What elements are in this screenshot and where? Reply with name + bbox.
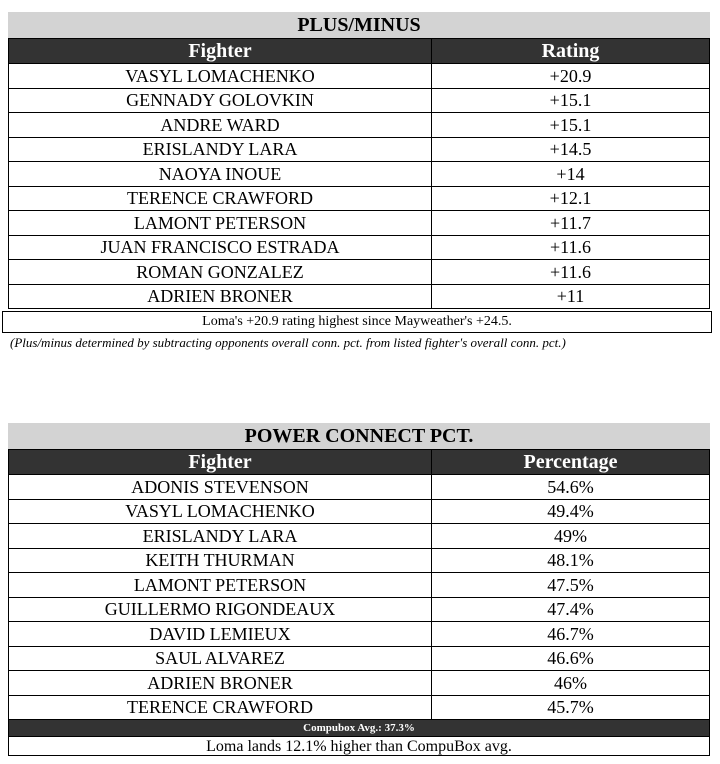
power-connect-table <box>8 449 710 720</box>
table-row <box>9 186 710 211</box>
table-row <box>9 260 710 285</box>
value-cell: 54.6% <box>432 475 710 500</box>
value-cell: 49% <box>432 524 710 549</box>
value-cell: +15.1 <box>432 88 710 113</box>
value-cell: +11 <box>432 284 710 309</box>
value-cell: 46.6% <box>432 646 710 671</box>
plus-minus-table <box>8 38 710 309</box>
power-connect-section <box>8 423 710 756</box>
fighter-name-cell: GUILLERMO RIGONDEAUX <box>9 597 432 622</box>
value-cell: +20.9 <box>432 64 710 89</box>
table-row <box>9 235 710 260</box>
plus-minus-footnote: (Plus/minus determined by subtracting opponents overall conn. pct. from listed fighter's overall conn. pct.) <box>10 335 566 350</box>
fighter-name-cell: ERISLANDY LARA <box>9 137 432 162</box>
table-row <box>9 162 710 187</box>
table-row <box>9 113 710 138</box>
value-cell: 47.5% <box>432 573 710 598</box>
compubox-avg-bar: Compubox Avg.: 37.3% <box>8 720 710 736</box>
value-cell: +12.1 <box>432 186 710 211</box>
table-header-row <box>9 450 710 475</box>
fighter-name-cell: VASYL LOMACHENKO <box>9 64 432 89</box>
fighter-name-cell: KEITH THURMAN <box>9 548 432 573</box>
value-cell: +15.1 <box>432 113 710 138</box>
table-row <box>9 499 710 524</box>
fighter-name-cell: ADRIEN BRONER <box>9 671 432 696</box>
table-row <box>9 475 710 500</box>
fighter-name-cell: VASYL LOMACHENKO <box>9 499 432 524</box>
plus-minus-body <box>9 64 710 309</box>
fighter-name-cell: TERENCE CRAWFORD <box>9 695 432 720</box>
fighter-name-cell: DAVID LEMIEUX <box>9 622 432 647</box>
table-row <box>9 524 710 549</box>
table-row <box>9 622 710 647</box>
table-row <box>9 597 710 622</box>
value-cell: 49.4% <box>432 499 710 524</box>
fighter-name-cell: LAMONT PETERSON <box>9 573 432 598</box>
power-connect-title: POWER CONNECT PCT. <box>8 423 710 449</box>
value-cell: +11.6 <box>432 235 710 260</box>
value-cell: 48.1% <box>432 548 710 573</box>
table-row <box>9 646 710 671</box>
fighter-name-cell: ROMAN GONZALEZ <box>9 260 432 285</box>
power-connect-body <box>9 475 710 720</box>
table-row <box>9 211 710 236</box>
plus-minus-title: PLUS/MINUS <box>8 12 710 38</box>
value-cell: 46% <box>432 671 710 696</box>
fighter-name-cell: ERISLANDY LARA <box>9 524 432 549</box>
table-row <box>9 88 710 113</box>
fighter-name-cell: ANDRE WARD <box>9 113 432 138</box>
fighter-header: Fighter <box>9 39 432 64</box>
fighter-header: Fighter <box>9 450 432 475</box>
table-row <box>9 548 710 573</box>
value-cell: +14.5 <box>432 137 710 162</box>
plus-minus-section <box>8 12 710 309</box>
value-cell: 45.7% <box>432 695 710 720</box>
value-cell: +11.6 <box>432 260 710 285</box>
fighter-name-cell: NAOYA INOUE <box>9 162 432 187</box>
table-row <box>9 695 710 720</box>
table-row <box>9 573 710 598</box>
fighter-name-cell: ADONIS STEVENSON <box>9 475 432 500</box>
fighter-name-cell: TERENCE CRAWFORD <box>9 186 432 211</box>
table-row <box>9 671 710 696</box>
table-row <box>9 284 710 309</box>
table-row <box>9 64 710 89</box>
fighter-name-cell: SAUL ALVAREZ <box>9 646 432 671</box>
value-cell: +14 <box>432 162 710 187</box>
fighter-name-cell: JUAN FRANCISCO ESTRADA <box>9 235 432 260</box>
value-cell: 46.7% <box>432 622 710 647</box>
fighter-name-cell: GENNADY GOLOVKIN <box>9 88 432 113</box>
table-header-row <box>9 39 710 64</box>
fighter-name-cell: ADRIEN BRONER <box>9 284 432 309</box>
percentage-header: Percentage <box>432 450 710 475</box>
power-connect-note: Loma lands 12.1% higher than CompuBox avg. <box>8 736 710 756</box>
plus-minus-note: Loma's +20.9 rating highest since Mayweather's +24.5. <box>2 311 712 333</box>
table-row <box>9 137 710 162</box>
rating-header: Rating <box>432 39 710 64</box>
value-cell: 47.4% <box>432 597 710 622</box>
value-cell: +11.7 <box>432 211 710 236</box>
fighter-name-cell: LAMONT PETERSON <box>9 211 432 236</box>
